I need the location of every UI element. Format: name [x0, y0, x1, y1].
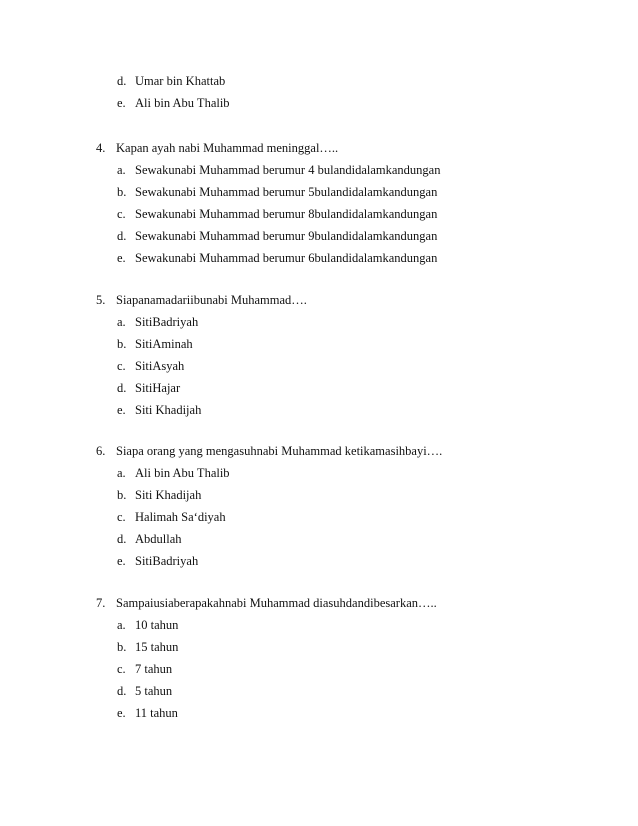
- option-line: [117, 509, 226, 525]
- option-line: [117, 487, 201, 503]
- option-text: Siti Khadijah: [135, 488, 202, 502]
- question-text: Siapa orang yang mengasuhnabi Muhammad ketikamasihbayi….: [116, 444, 443, 458]
- option-line: [117, 661, 172, 677]
- option-line: [117, 162, 440, 178]
- option-letter: a.: [117, 618, 126, 632]
- option-letter: e.: [117, 251, 126, 265]
- option-line: [117, 402, 201, 418]
- option-text: 15 tahun: [135, 640, 179, 654]
- option-letter: a.: [117, 163, 126, 177]
- option-letter: e.: [117, 706, 126, 720]
- option-letter: c.: [117, 662, 126, 676]
- option-letter: a.: [117, 466, 126, 480]
- option-letter: a.: [117, 315, 126, 329]
- option-text: Ali bin Abu Thalib: [135, 96, 230, 110]
- option-text: SitiAminah: [135, 337, 193, 351]
- option-letter: b.: [117, 488, 127, 502]
- option-line: [117, 336, 193, 352]
- option-line: [117, 617, 178, 633]
- question-number: 4.: [96, 141, 106, 155]
- question-5: [96, 292, 307, 308]
- option-text: Sewakunabi Muhammad berumur 8bulandidalamkandungan: [135, 207, 438, 221]
- option-line: [117, 358, 184, 374]
- option-letter: d.: [117, 229, 127, 243]
- question-text: Kapan ayah nabi Muhammad meninggal…..: [116, 141, 339, 155]
- option-line: [117, 639, 178, 655]
- option-text: SitiAsyah: [135, 359, 185, 373]
- option-line: [117, 380, 180, 396]
- option-line: [117, 465, 230, 481]
- option-line: [117, 705, 178, 721]
- question-text: Siapanamadariibunabi Muhammad….: [116, 293, 307, 307]
- option-text: 5 tahun: [135, 684, 173, 698]
- option-line: [117, 531, 182, 547]
- question-number: 5.: [96, 293, 106, 307]
- option-line: [117, 73, 225, 89]
- option-line: [117, 683, 172, 699]
- option-letter: e.: [117, 554, 126, 568]
- option-text: 7 tahun: [135, 662, 173, 676]
- option-text: Sewakunabi Muhammad berumur 4 bulandidalamkandungan: [135, 163, 441, 177]
- option-text: Abdullah: [135, 532, 182, 546]
- option-text: Sewakunabi Muhammad berumur 9bulandidalamkandungan: [135, 229, 438, 243]
- option-text: 11 tahun: [135, 706, 178, 720]
- option-text: Halimah Sa‘diyah: [135, 510, 226, 524]
- option-text: SitiBadriyah: [135, 554, 199, 568]
- option-text: Sewakunabi Muhammad berumur 6bulandidalamkandungan: [135, 251, 438, 265]
- option-text: SitiBadriyah: [135, 315, 199, 329]
- option-line: [117, 228, 437, 244]
- option-line: [117, 95, 230, 111]
- option-letter: c.: [117, 359, 126, 373]
- question-4: [96, 140, 338, 156]
- option-text: 10 tahun: [135, 618, 179, 632]
- option-line: [117, 553, 198, 569]
- question-text: Sampaiusiaberapakahnabi Muhammad diasuhdandibesarkan…..: [116, 596, 437, 610]
- question-7: [96, 595, 437, 611]
- option-letter: b.: [117, 640, 127, 654]
- question-number: 7.: [96, 596, 106, 610]
- option-line: [117, 314, 198, 330]
- option-text: Umar bin Khattab: [135, 74, 226, 88]
- option-letter: b.: [117, 337, 127, 351]
- option-letter: d.: [117, 684, 127, 698]
- option-letter: c.: [117, 207, 126, 221]
- option-text: Siti Khadijah: [135, 403, 202, 417]
- option-letter: d.: [117, 532, 127, 546]
- question-6: [96, 443, 442, 459]
- option-letter: d.: [117, 74, 127, 88]
- option-text: Sewakunabi Muhammad berumur 5bulandidalamkandungan: [135, 185, 438, 199]
- option-line: [117, 250, 437, 266]
- option-line: [117, 206, 437, 222]
- question-number: 6.: [96, 444, 106, 458]
- option-letter: b.: [117, 185, 127, 199]
- option-text: SitiHajar: [135, 381, 181, 395]
- option-text: Ali bin Abu Thalib: [135, 466, 230, 480]
- option-letter: d.: [117, 381, 127, 395]
- option-letter: c.: [117, 510, 126, 524]
- option-line: [117, 184, 437, 200]
- option-letter: e.: [117, 96, 126, 110]
- option-letter: e.: [117, 403, 126, 417]
